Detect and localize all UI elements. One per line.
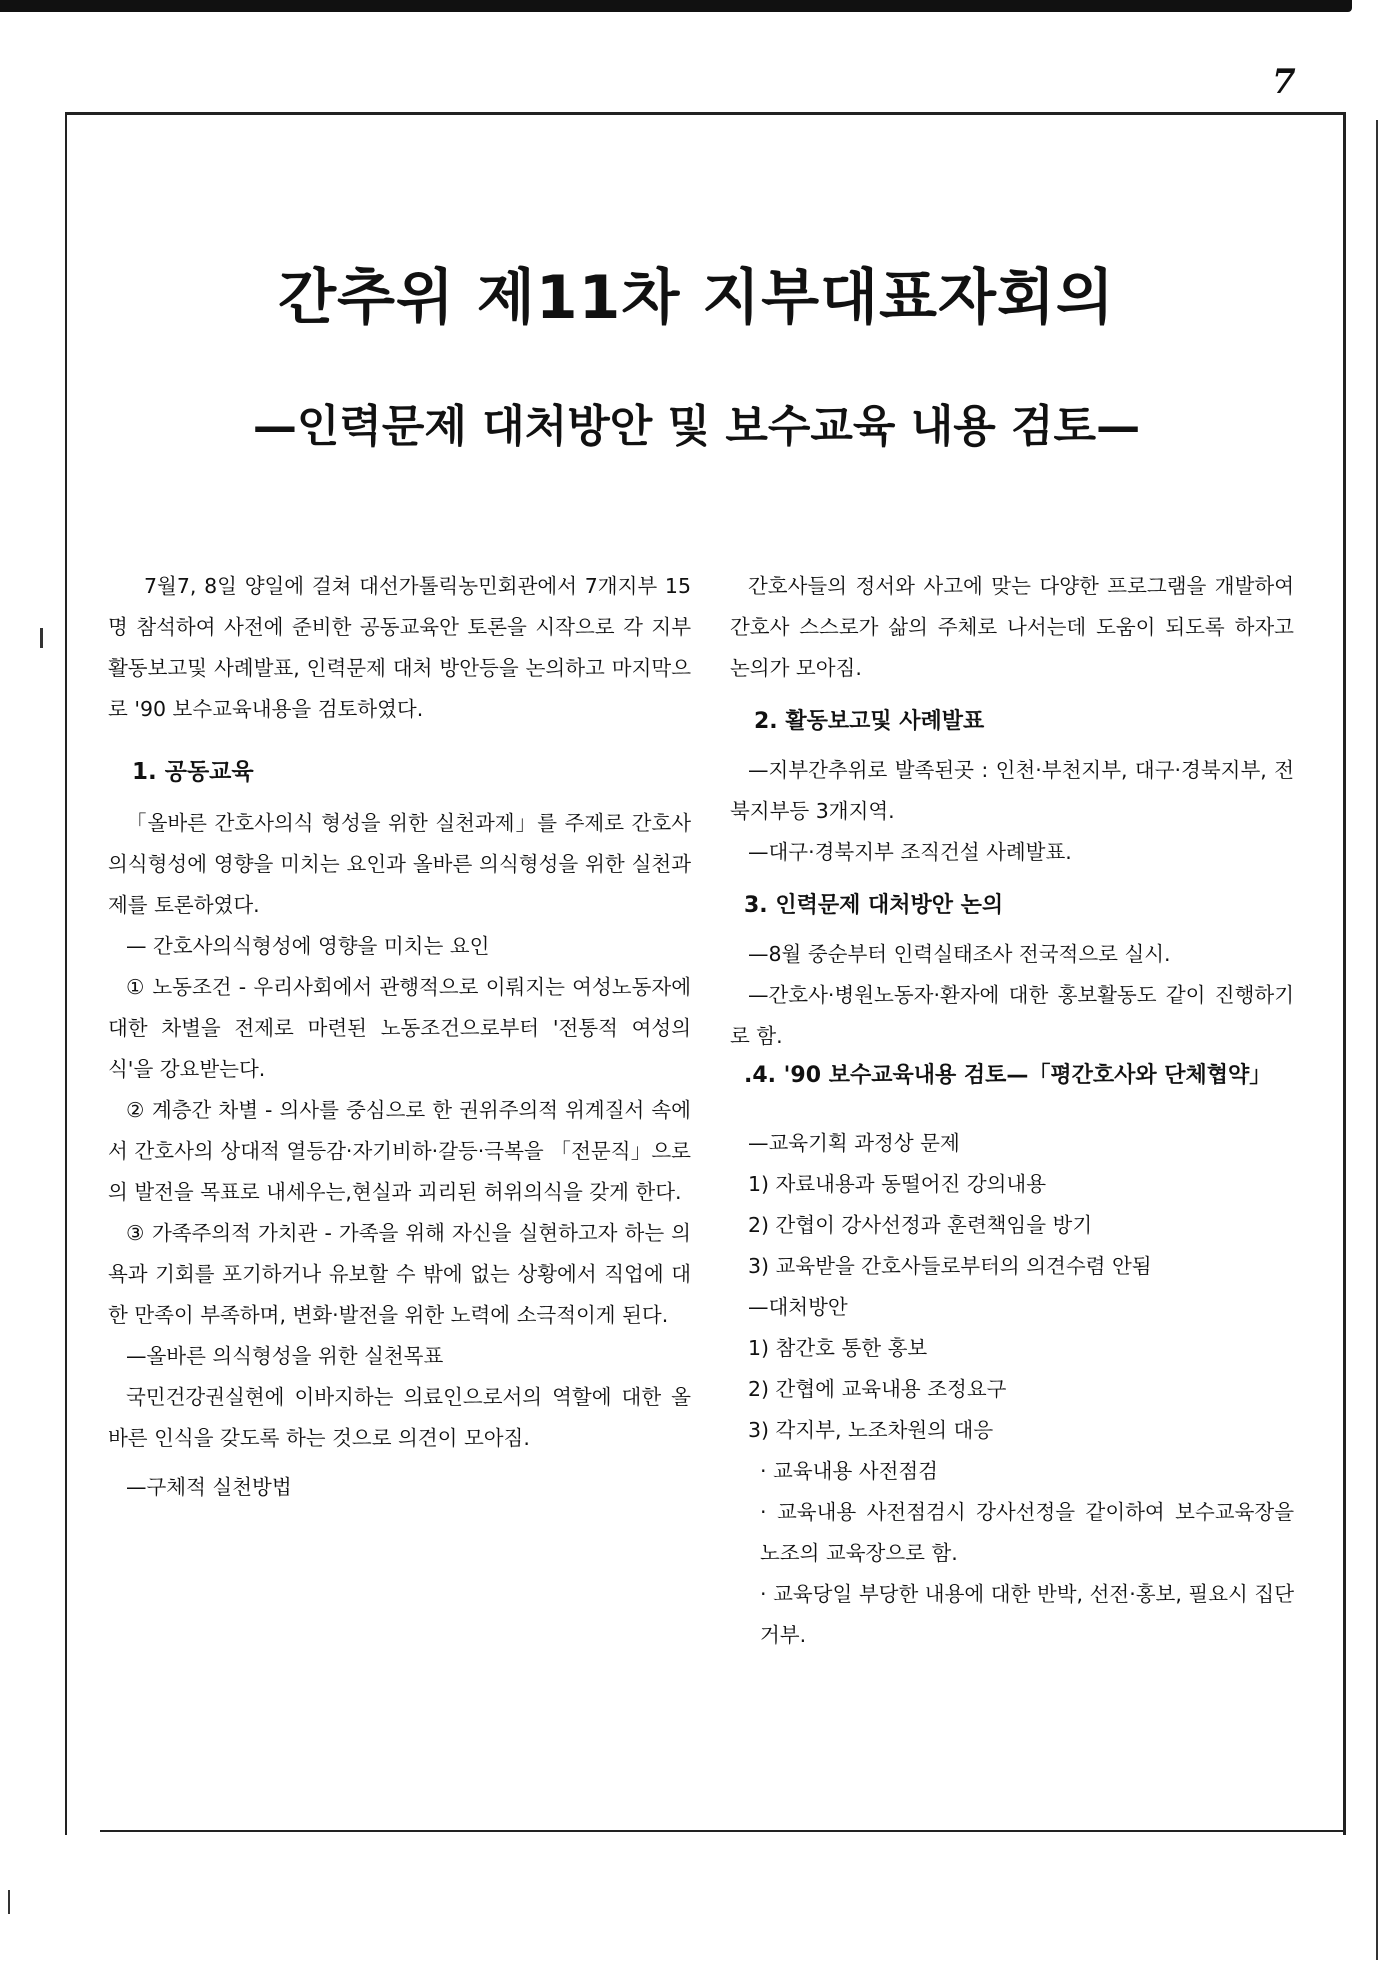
section2-item: —대구·경북지부 조직건설 사례발표.	[748, 840, 1072, 864]
right-column	[730, 566, 1294, 1656]
section4-heading: .4. '90 보수교육내용 검토—「평간호사와 단체협약」	[744, 1063, 1272, 1088]
goal-heading: —올바른 의식형성을 위한 실천목표	[126, 1344, 444, 1368]
bullet-item: · 교육당일 부당한 내용에 대한 반박, 선전·홍보, 필요시 집단거부.	[760, 1582, 1294, 1647]
section3-item: —8월 중순부터 인력실태조사 전국적으로 실시.	[748, 942, 1171, 966]
method-paragraph: 간호사들의 정서와 사고에 맞는 다양한 프로그램을 개발하여 간호사 스스로가 삶의 주체로 나서는데 도움이 되도록 하자고 논의가 모아짐.	[730, 574, 1294, 680]
top-border-bar	[0, 0, 1352, 12]
page-title: 간추위 제11차 지부대표자회의	[278, 263, 1115, 334]
section3-item: —간호사·병원노동자·환자에 대한 홍보활동도 같이 진행하기로 함.	[730, 983, 1294, 1048]
page-subtitle: —인력문제 대처방안 및 보수교육 내용 검토—	[252, 400, 1141, 452]
method-heading: —구체적 실천방법	[126, 1475, 292, 1499]
measure-item: 2) 간협에 교육내용 조정요구	[748, 1377, 1007, 1401]
factor-2: ② 계층간 차별 - 의사를 중심으로 한 권위주의적 위계질서 속에서 간호사의 상대적 열등감·자기비하·갈등·극복을 「전문직」으로의 발전을 목표로 내세우는,현실과 괴리된 허위의식을 갖게 한다.	[108, 1098, 691, 1204]
goal-paragraph: 국민건강권실현에 이바지하는 의료인으로서의 역할에 대한 올바른 인식을 갖도록 하는 것으로 의견이 모아짐.	[108, 1385, 691, 1450]
factor-3: ③ 가족주의적 가치관 - 가족을 위해 자신을 실현하고자 하는 의욕과 기회를 포기하거나 유보할 수 밖에 없는 상황에서 직업에 대한 만족이 부족하며, 변화·발전을 위한 노력에 소극적이게 된다.	[108, 1221, 691, 1327]
bullet-item: · 교육내용 사전점검	[760, 1459, 938, 1483]
margin-mark	[40, 628, 43, 648]
problem-item: 2) 간협이 강사선정과 훈련책임을 방기	[748, 1213, 1093, 1237]
measure-item: 3) 각지부, 노조차원의 대응	[748, 1418, 994, 1442]
section2-heading: 2. 활동보고및 사례발표	[754, 709, 985, 734]
section2-item: —지부간추위로 발족된곳 : 인천·부천지부, 대구·경북지부, 전북지부등 3개지역.	[730, 758, 1294, 823]
section3-heading: 3. 인력문제 대처방안 논의	[744, 893, 1004, 918]
intro-paragraph: 7월7, 8일 양일에 걸쳐 대선가톨릭농민회관에서 7개지부 15명 참석하여 사전에 준비한 공동교육안 토론을 시작으로 각 지부활동보고및 사례발표, 인력문제 대처 방안등을 논의하고 마지막으로 '90 보수교육내용을 검토하였다.	[108, 574, 691, 721]
measure-item: 1) 참간호 통한 홍보	[748, 1336, 928, 1360]
section1-paragraph: 「올바른 간호사의식 형성을 위한 실천과제」를 주제로 간호사의식형성에 영향을 미치는 요인과 올바른 의식형성을 위한 실천과제를 토론하였다.	[108, 811, 691, 917]
bullet-item: · 교육내용 사전점검시 강사선정을 같이하여 보수교육장을 노조의 교육장으로 함.	[760, 1500, 1294, 1565]
page-number: 7	[1272, 62, 1296, 102]
problem-item: 3) 교육받을 간호사들로부터의 의견수렴 안됨	[748, 1254, 1152, 1278]
measures-heading: —대처방안	[748, 1295, 848, 1319]
factor-1: ① 노동조건 - 우리사회에서 관행적으로 이뤄지는 여성노동자에 대한 차별을 전제로 마련된 노동조건으로부터 '전통적 여성의식'을 강요받는다.	[108, 975, 691, 1081]
frame-bottom-rule	[100, 1830, 1343, 1832]
section1-heading: 1. 공동교육	[132, 759, 254, 785]
left-column	[108, 566, 691, 1508]
problem-item: 1) 자료내용과 동떨어진 강의내용	[748, 1172, 1047, 1196]
factors-heading: — 간호사의식형성에 영향을 미치는 요인	[126, 934, 490, 958]
problems-heading: —교육기획 과정상 문제	[748, 1131, 960, 1155]
margin-mark	[8, 1890, 10, 1914]
